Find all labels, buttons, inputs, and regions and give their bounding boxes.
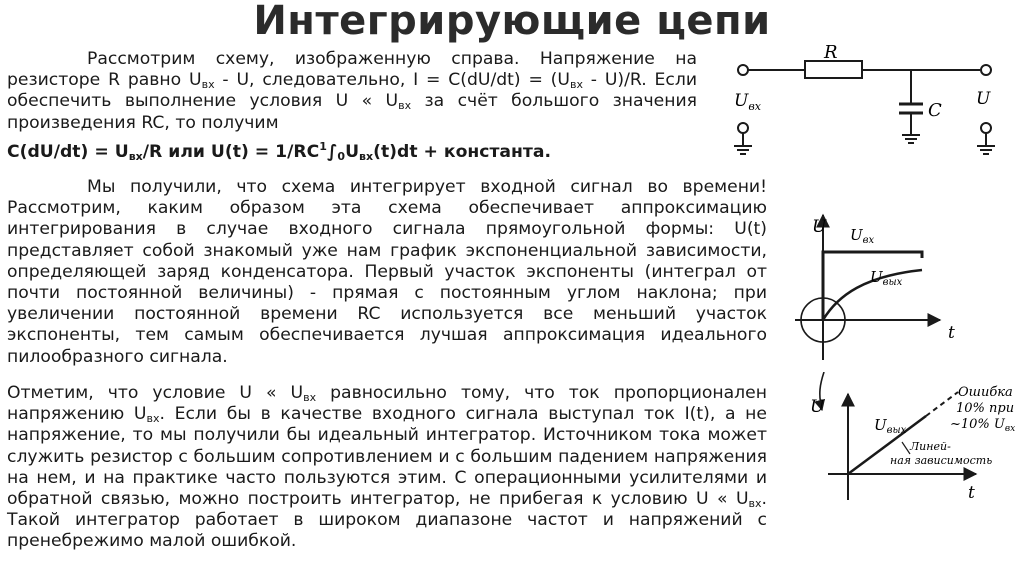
step-response-graph	[790, 210, 1024, 370]
capacitor-label: C	[928, 100, 942, 121]
intro-paragraph	[7, 49, 697, 134]
sub-vx: вх	[398, 99, 412, 113]
graph2-y-label: U	[810, 397, 825, 417]
body2-text-c: . Если бы в качестве входного сигнала выступал ток I(t), а не напряжение, то мы получили бы идеальный интегратор. Источником тока может служить резистор с большим сопротивлением и с большим падением напряжения на нем, и на практике часто пользуются этим. С операционными усилителями и обратной связью, можно построить интегратор, не прибегая к условию U « U	[7, 404, 767, 510]
formula-sup: 1	[319, 140, 327, 153]
error-10-label: 10% при	[956, 401, 1015, 416]
formula-part-2: /R или U(t) = 1/RC	[142, 142, 320, 162]
graph1-input-label: $U_{вх}$	[850, 226, 875, 246]
linear-label-2: ная зависимость	[890, 454, 993, 467]
sub-vx: вх	[146, 412, 160, 426]
graph2-x-label: t	[968, 483, 975, 503]
rc-circuit-diagram	[728, 38, 1018, 168]
output-voltage-label: U	[976, 89, 991, 109]
integrator-formula	[7, 142, 727, 163]
error-10-vin-label: ~10% $U_{вх}$	[950, 417, 1016, 434]
sub-vx: вх	[303, 391, 317, 404]
error-label: Ошибка	[958, 385, 1013, 400]
linear-label-1: Линей-	[910, 440, 951, 453]
body-paragraph-1: Мы получили, что схема интегрирует входной сигнал во времени! Рассмотрим, каким образом эта схема обеспечивает аппроксимацию интегрирования в случае входного сигнала прямоугольной формы: U(t) представляет собой знакомый уже нам график экспоненциальной зависимости, определяющей заряд конденсатора. Первый участок экспоненты (интеграл от почти постоянной величины) - прямая с постоянным углом наклона; при увеличении постоянной времени RC используется все меньший участок экспоненты, тем самым обеспечивается лучшая аппроксимация идеального пилообразного сигнала.	[7, 177, 767, 367]
intro-text-3: - U)/R. Если обеспечить выполнение условия U « U	[7, 70, 697, 112]
integral-sign: ∫	[326, 142, 338, 162]
page-title: Интегрирующие цепи	[253, 0, 771, 44]
sub-vx: вх	[359, 150, 374, 163]
sub-vx: вх	[128, 150, 143, 163]
intro-text-1: Рассмотрим схему, изображенную справа. Напряжение на резисторе R равно U	[7, 49, 697, 91]
graph1-x-label: t	[948, 323, 955, 343]
graph1-y-label: U	[812, 217, 827, 237]
linear-ramp-graph	[800, 372, 1024, 572]
formula-part-3: U	[345, 142, 360, 162]
sub-vx: вх	[569, 78, 583, 92]
body2-text-b: равносильно тому, что ток пропорционален напряжению U	[7, 383, 767, 425]
graph1-output-label: $U_{вых}$	[870, 268, 903, 288]
intro-text-2: - U, следовательно, I = C(dU/dt) = (U	[214, 70, 570, 91]
ramp-extension	[926, 392, 958, 416]
integral-lower-limit: 0	[337, 150, 346, 163]
sub-vx: вх	[748, 497, 762, 511]
formula-part-4: (t)dt + константа.	[373, 142, 551, 162]
input-step	[823, 252, 922, 320]
body-paragraph-2	[7, 383, 767, 553]
body2-text-a: Отметим, что условие U « U	[7, 383, 304, 403]
body2-text-d: . Такой интегратор работает в широком диапазоне частот и напряжений с пренебрежимо малой ошибкой.	[7, 489, 767, 552]
intro-text-4: за счёт большого значения произведения RC, то получим	[7, 91, 697, 133]
sub-vx: вх	[201, 78, 215, 92]
graph2-output-label: $U_{вых}$	[874, 416, 907, 436]
resistor-label: R	[824, 42, 838, 63]
formula-part-1: C(dU/dt) = U	[7, 142, 129, 162]
input-voltage-label: $U_{вх}$	[734, 91, 761, 113]
resistor-symbol	[805, 61, 862, 78]
output-terminal	[981, 65, 991, 75]
input-terminal	[738, 65, 748, 75]
